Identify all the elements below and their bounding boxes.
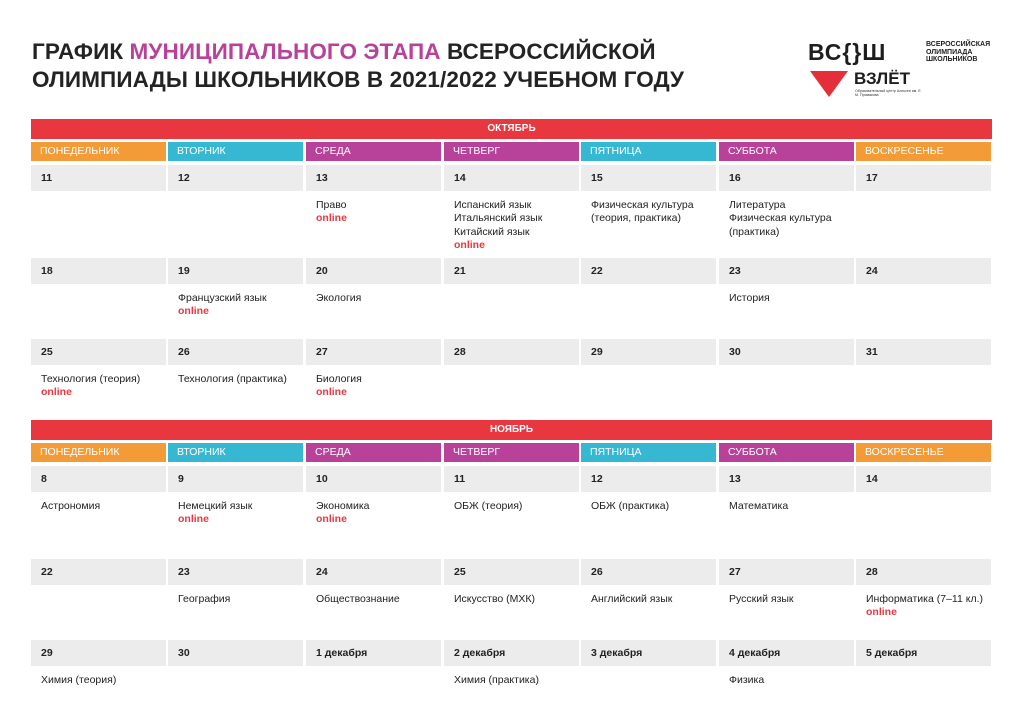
day-number: 13 (719, 466, 854, 492)
weekday-header: СУББОТА (719, 142, 854, 161)
weekday-header: ЧЕТВЕРГ (444, 142, 579, 161)
day-events (454, 593, 535, 606)
event-name: Химия (теория) (41, 674, 117, 686)
day-events (729, 593, 794, 606)
day-number: 22 (581, 258, 716, 284)
day-events (178, 500, 252, 527)
event-name: Астрономия (41, 500, 101, 512)
event-name: Право (316, 199, 347, 211)
day-events (316, 593, 400, 606)
day-number: 27 (719, 559, 854, 585)
event-name: Физика (729, 674, 765, 686)
day-number: 12 (168, 165, 303, 191)
vsosh-logo-text: ВСЕРОССИЙСКАЯ ОЛИМПИАДА ШКОЛЬНИКОВ (926, 41, 991, 63)
month-header: ОКТЯБРЬ (31, 119, 992, 139)
day-number: 11 (444, 466, 579, 492)
day-number: 29 (31, 640, 166, 666)
event-name: Литература (729, 199, 786, 211)
online-label: online (316, 386, 347, 399)
day-number: 30 (168, 640, 303, 666)
day-number: 3 декабря (581, 640, 716, 666)
day-number: 5 декабря (856, 640, 991, 666)
day-events (316, 199, 347, 226)
day-number: 10 (306, 466, 441, 492)
day-number: 31 (856, 339, 991, 365)
day-events (591, 500, 669, 513)
event-name: Обществознание (316, 593, 400, 605)
day-number: 23 (168, 559, 303, 585)
online-label: online (866, 606, 897, 619)
month-header: НОЯБРЬ (31, 420, 992, 440)
event-name: ОБЖ (практика) (591, 500, 670, 512)
day-number: 26 (581, 559, 716, 585)
online-label: online (454, 239, 485, 252)
event-name: География (178, 593, 231, 605)
event-name: Китайский язык (454, 225, 530, 238)
event-name: Математика (729, 500, 789, 512)
day-number: 14 (856, 466, 991, 492)
day-events (41, 500, 100, 513)
weekday-header: ВТОРНИК (168, 142, 303, 161)
event-name: Экономика (316, 500, 370, 512)
event-name: Французский язык (178, 292, 267, 304)
day-events (591, 199, 694, 226)
day-number: 14 (444, 165, 579, 191)
day-events (41, 674, 116, 687)
weekday-header: ВОСКРЕСЕНЬЕ (856, 142, 991, 161)
weekday-header: СРЕДА (306, 443, 441, 462)
event-name: Немецкий язык (178, 500, 253, 512)
event-name: Экология (316, 292, 362, 304)
day-events (316, 292, 361, 305)
day-number: 15 (581, 165, 716, 191)
day-number: 21 (444, 258, 579, 284)
day-number: 28 (444, 339, 579, 365)
day-number: 25 (31, 339, 166, 365)
day-number: 16 (719, 165, 854, 191)
day-number: 22 (31, 559, 166, 585)
title-line2: ОЛИМПИАДЫ ШКОЛЬНИКОВ В 2021/2022 УЧЕБНОМ ГОДУ (32, 67, 685, 92)
event-name: Биология (316, 373, 362, 385)
weekday-header: ВТОРНИК (168, 443, 303, 462)
event-name: История (729, 292, 770, 304)
day-number: 12 (581, 466, 716, 492)
day-number: 30 (719, 339, 854, 365)
day-events (178, 593, 230, 606)
day-number: 19 (168, 258, 303, 284)
weekday-header: СУББОТА (719, 443, 854, 462)
event-name: Русский язык (729, 593, 794, 605)
event-name: (теория, практика) (591, 212, 682, 225)
day-events (454, 674, 539, 687)
vzlet-logo-subtitle: Образовательный центр Алексея им. Е. М. Примакова (855, 89, 922, 97)
title-prefix: ГРАФИК (32, 39, 130, 64)
day-number: 2 декабря (444, 640, 579, 666)
online-label: online (316, 212, 347, 225)
weekday-header: ЧЕТВЕРГ (444, 443, 579, 462)
day-number: 11 (31, 165, 166, 191)
weekday-header: ПОНЕДЕЛЬНИК (31, 142, 166, 161)
event-name: ОБЖ (теория) (454, 500, 523, 512)
day-number: 28 (856, 559, 991, 585)
vzlet-v-icon (810, 71, 848, 97)
event-name: Информатика (7–11 кл.) (866, 593, 983, 605)
day-events (866, 593, 983, 620)
day-events (729, 292, 770, 305)
weekday-header: ПЯТНИЦА (581, 443, 716, 462)
online-label: online (316, 513, 347, 526)
day-number: 25 (444, 559, 579, 585)
day-number: 20 (306, 258, 441, 284)
day-number: 24 (306, 559, 441, 585)
day-number: 26 (168, 339, 303, 365)
day-number: 17 (856, 165, 991, 191)
weekday-header: СРЕДА (306, 142, 441, 161)
day-events (454, 500, 522, 513)
page-title (32, 38, 684, 94)
event-name: Итальянский язык (454, 212, 543, 225)
day-events (316, 373, 362, 400)
day-number: 24 (856, 258, 991, 284)
day-number: 27 (306, 339, 441, 365)
event-name: Технология (практика) (178, 373, 287, 385)
title-highlight: МУНИЦИПАЛЬНОГО ЭТАПА (129, 39, 441, 64)
day-number: 18 (31, 258, 166, 284)
event-name: Английский язык (591, 593, 673, 605)
day-number: 1 декабря (306, 640, 441, 666)
online-label: online (178, 513, 209, 526)
event-name: Испанский язык (454, 199, 532, 211)
day-events (178, 292, 267, 319)
weekday-header: ПОНЕДЕЛЬНИК (31, 443, 166, 462)
event-name: Физическая культура (591, 199, 694, 211)
event-name: Искусство (МХК) (454, 593, 536, 605)
day-events (729, 199, 832, 239)
event-name: (практика) (729, 225, 780, 238)
event-name: Химия (практика) (454, 674, 539, 686)
day-events (591, 593, 672, 606)
logos (808, 40, 998, 100)
online-label: online (41, 386, 72, 399)
online-label: online (178, 305, 209, 318)
day-events (729, 674, 764, 687)
weekday-header: ПЯТНИЦА (581, 142, 716, 161)
day-events (41, 373, 140, 400)
day-number: 29 (581, 339, 716, 365)
day-events (178, 373, 287, 386)
day-number: 23 (719, 258, 854, 284)
day-number: 9 (168, 466, 303, 492)
day-number: 4 декабря (719, 640, 854, 666)
day-events (454, 199, 542, 253)
title-rest: ВСЕРОССИЙСКОЙ (440, 39, 656, 64)
day-events (729, 500, 788, 513)
vzlet-logo: ВЗЛЁТ (854, 69, 910, 88)
day-number: 13 (306, 165, 441, 191)
event-name: Технология (теория) (41, 373, 141, 385)
day-events (316, 500, 369, 527)
vsosh-logo: ВС{}Ш (808, 39, 887, 65)
day-number: 8 (31, 466, 166, 492)
event-name: Физическая культура (729, 212, 832, 225)
weekday-header: ВОСКРЕСЕНЬЕ (856, 443, 991, 462)
